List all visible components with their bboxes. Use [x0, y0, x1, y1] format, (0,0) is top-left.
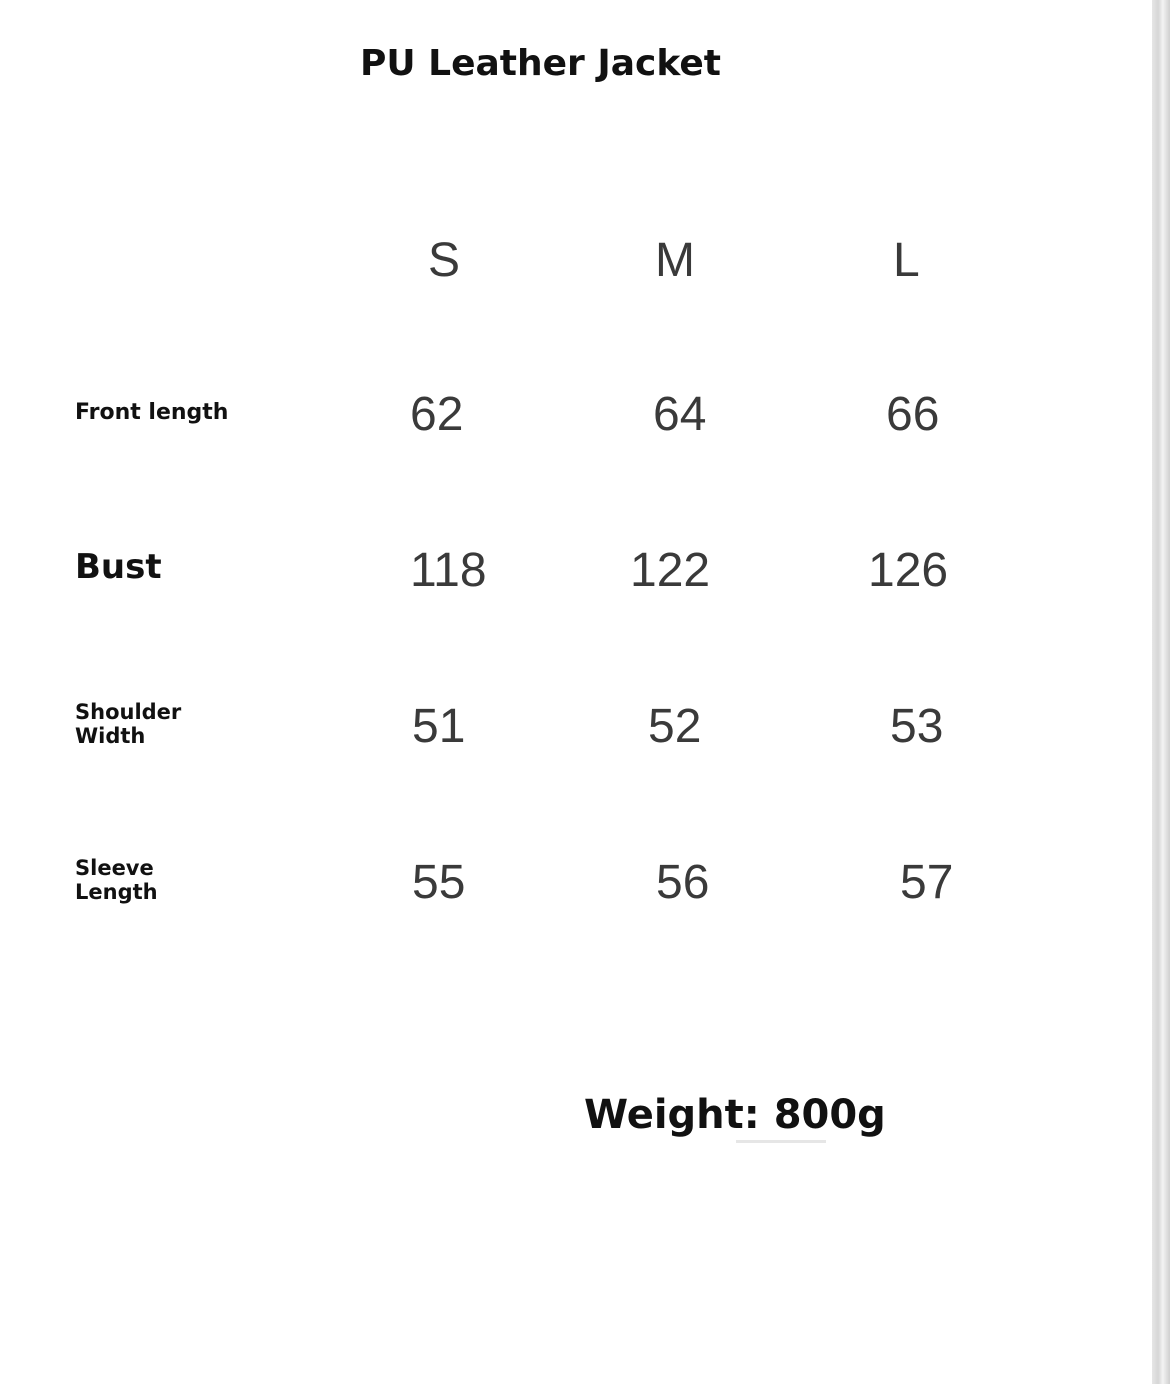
row-label-sleeve-length: Sleeve Length: [75, 856, 158, 904]
row-label-bust: Bust: [75, 547, 162, 587]
cell-front-length-l: 66: [886, 388, 940, 441]
weight-underline: [736, 1140, 826, 1143]
cell-bust-m: 122: [630, 544, 711, 597]
cell-shoulder-width-l: 53: [890, 700, 944, 753]
row-label-front-length: Front length: [75, 400, 229, 425]
row-label-shoulder-width: Shoulder Width: [75, 700, 182, 748]
size-header-l: L: [893, 234, 920, 287]
size-header-m: M: [655, 234, 695, 287]
cell-sleeve-length-s: 55: [412, 856, 466, 909]
page-title: PU Leather Jacket: [360, 43, 721, 84]
cell-bust-l: 126: [868, 544, 949, 597]
cell-sleeve-length-l: 57: [900, 856, 954, 909]
cell-sleeve-length-m: 56: [656, 856, 710, 909]
page-edge: [1152, 0, 1170, 1384]
cell-bust-s: 118: [410, 544, 487, 597]
size-header-s: S: [428, 234, 461, 287]
cell-shoulder-width-m: 52: [648, 700, 702, 753]
cell-front-length-s: 62: [410, 388, 464, 441]
cell-front-length-m: 64: [653, 388, 707, 441]
weight-note: Weight: 800g: [584, 1092, 886, 1138]
cell-shoulder-width-s: 51: [412, 700, 466, 753]
